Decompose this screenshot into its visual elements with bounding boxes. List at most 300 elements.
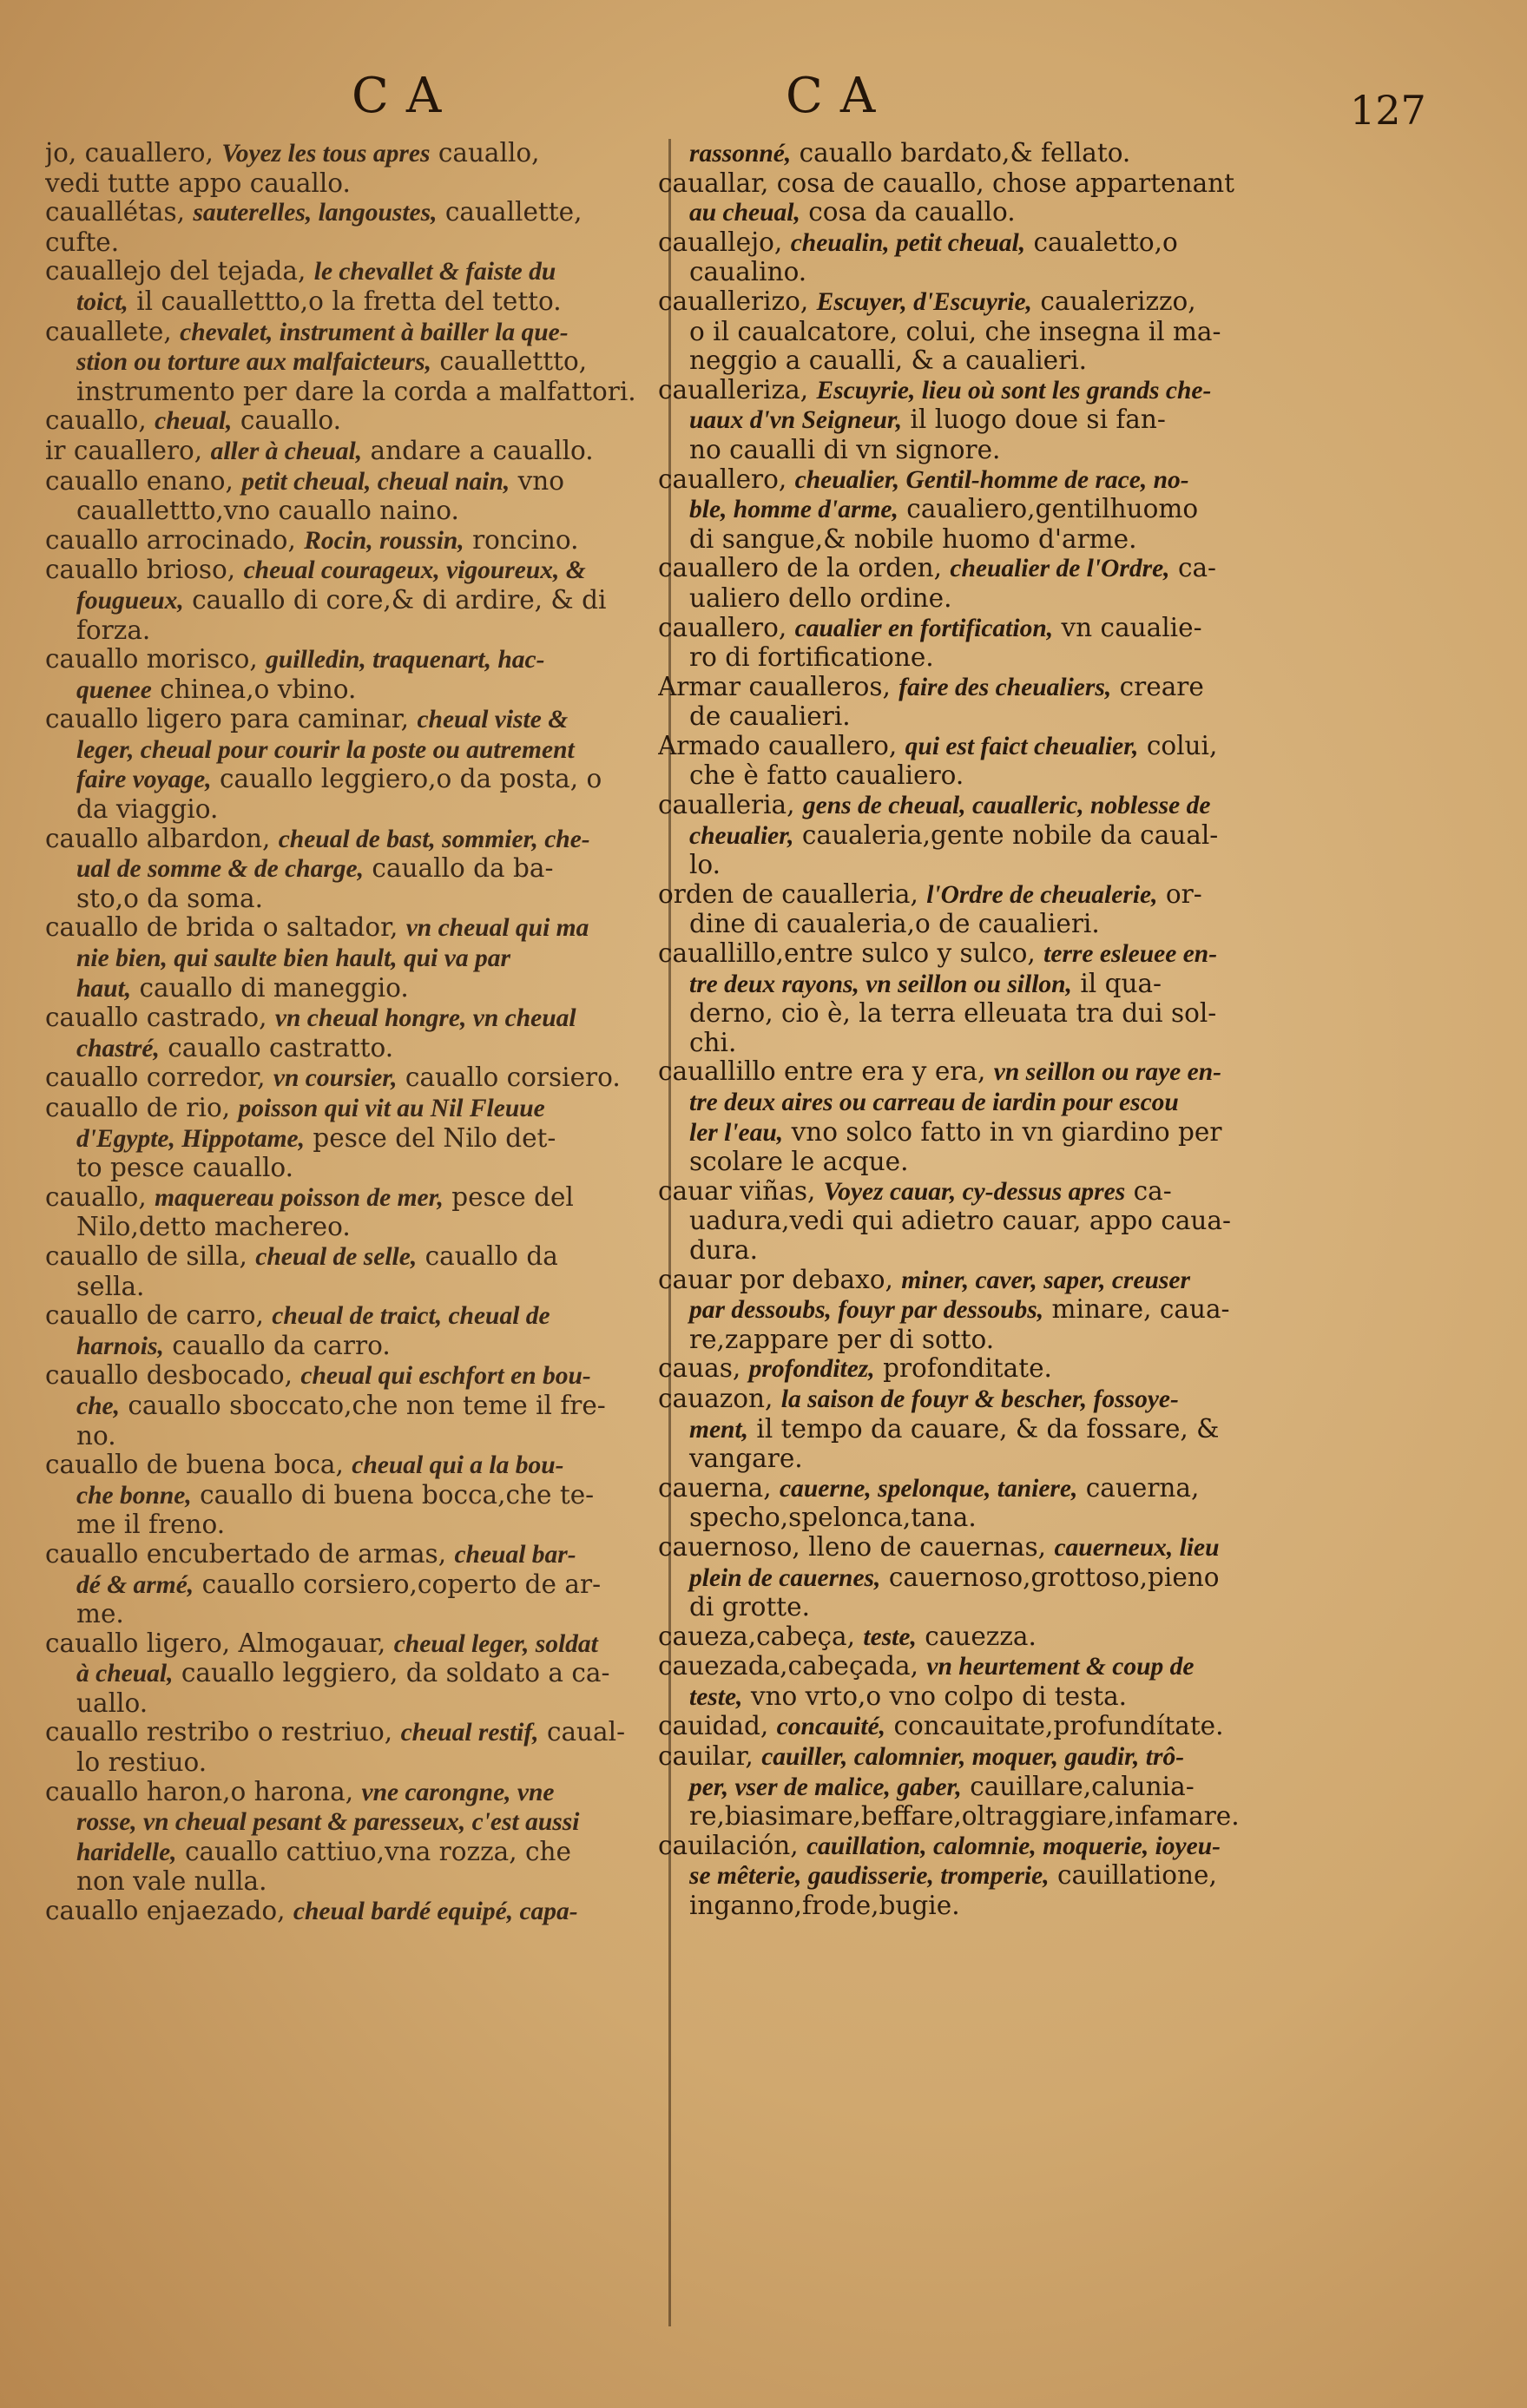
dictionary-entry	[658, 287, 1478, 318]
spanish-headword: cauallo arrocinado,	[45, 525, 296, 555]
spanish-headword: cauallero,	[658, 613, 787, 642]
spanish-headword: cauallo de rio,	[45, 1094, 231, 1122]
french-gloss: cheual leger, soldat	[393, 1629, 598, 1658]
entry-continuation	[45, 1510, 657, 1540]
dictionary-entry	[658, 376, 1478, 406]
dictionary-entry	[45, 169, 657, 199]
entry-continuation	[45, 1124, 657, 1155]
dictionary-entry	[45, 1301, 657, 1332]
entry-continuation	[658, 1503, 1478, 1533]
entry-continuation	[658, 525, 1478, 555]
french-gloss: faire voyage,	[76, 766, 212, 794]
spanish-headword: Armado cauallero,	[658, 731, 898, 760]
french-gloss: Voyez cauar, cy-dessus apres	[823, 1177, 1126, 1206]
french-gloss: chastré,	[76, 1034, 160, 1063]
italian-gloss: pesce del Nilo det-	[313, 1123, 556, 1153]
dictionary-entry	[658, 465, 1478, 496]
french-gloss: stion ou torture aux malfaicteurs,	[76, 348, 431, 377]
entry-continuation	[658, 1861, 1478, 1892]
left-column	[45, 139, 657, 1927]
spanish-headword: cauallo morisco,	[45, 645, 258, 674]
entry-continuation	[45, 1273, 657, 1302]
entry-continuation	[45, 1154, 657, 1183]
french-gloss: per, vser de malice, gaber,	[689, 1773, 962, 1801]
spanish-headword: cauallero,	[658, 464, 787, 494]
french-gloss: tre deux rayons, vn seillon ou sillon,	[689, 970, 1072, 998]
entry-continuation	[658, 584, 1478, 614]
entry-continuation	[45, 1807, 657, 1838]
italian-gloss: ualiero dello ordine.	[689, 583, 952, 613]
french-gloss: cheualier, Gentil-homme de race, no-	[794, 465, 1189, 494]
dictionary-entry	[45, 437, 657, 467]
spanish-headword: cufte.	[45, 227, 120, 257]
french-gloss: tre deux aires ou carreau de iardin pour escou	[689, 1089, 1179, 1116]
dictionary-entry	[45, 1003, 657, 1034]
italian-gloss: inganno,frode,bugie.	[689, 1892, 960, 1921]
entry-continuation	[45, 854, 657, 885]
italian-gloss: pesce del	[451, 1182, 574, 1212]
french-gloss: ual de somme & de charge,	[76, 855, 365, 884]
french-gloss: vn coursier,	[273, 1064, 398, 1093]
french-gloss: petit cheual, cheual nain,	[241, 467, 510, 496]
entry-continuation	[45, 1748, 657, 1778]
italian-gloss: cauillare,calunia-	[970, 1772, 1195, 1801]
french-gloss: concauité,	[776, 1713, 886, 1741]
french-gloss: cauerneux, lieu	[1054, 1533, 1220, 1562]
entry-continuation	[658, 702, 1478, 732]
italian-gloss: cauallettto,vno cauallo naino.	[76, 497, 459, 526]
french-gloss: profonditez,	[748, 1355, 875, 1384]
french-gloss: uaux d'vn Seigneur,	[689, 406, 903, 435]
spanish-headword: jo, cauallero,	[45, 139, 214, 168]
italian-gloss: cauallo bardato,& fellato.	[799, 139, 1131, 168]
italian-gloss: minare, caua-	[1051, 1295, 1230, 1325]
italian-gloss: non vale nulla.	[76, 1867, 267, 1897]
italian-gloss: concauitate,profundítate.	[893, 1712, 1224, 1741]
french-gloss: cheual bardé equipé, capa-	[293, 1898, 578, 1926]
italian-gloss: cosa da cauallo.	[808, 198, 1016, 227]
entry-continuation	[658, 1682, 1478, 1713]
french-gloss: haridelle,	[76, 1838, 177, 1866]
french-gloss: teste,	[689, 1682, 743, 1711]
italian-gloss: o il caualcatore, colui, che insegna il ma-	[689, 317, 1221, 346]
french-gloss: teste,	[863, 1622, 917, 1651]
dictionary-entry	[658, 673, 1478, 703]
spanish-headword: cauallo corredor,	[45, 1063, 266, 1093]
running-head-left: CA	[352, 68, 459, 124]
spanish-headword: cauallo restribo o restriuo,	[45, 1718, 393, 1747]
spanish-headword: cauallo de buena boca,	[45, 1451, 344, 1480]
dictionary-entry	[45, 526, 657, 556]
italian-gloss: cauallo sboccato,che non teme il fre-	[128, 1391, 606, 1420]
italian-gloss: cauallo da ba-	[372, 854, 554, 884]
italian-gloss: cauallo corsiero,coperto de ar-	[201, 1569, 602, 1599]
entry-continuation	[658, 1326, 1478, 1355]
dictionary-entry	[45, 913, 657, 944]
italian-gloss: cauallette,	[444, 198, 582, 227]
french-gloss: aller à cheual,	[210, 437, 363, 465]
italian-gloss: specho,spelonca,tana.	[689, 1503, 977, 1533]
entry-continuation	[45, 1689, 657, 1719]
french-gloss: che,	[76, 1392, 120, 1420]
italian-gloss: no.	[76, 1421, 116, 1451]
french-gloss: à cheual,	[76, 1660, 174, 1688]
entry-continuation	[658, 318, 1478, 347]
italian-gloss: cauallo di core,& di ardire, & di	[192, 585, 607, 615]
french-gloss: vne carongne, vne	[361, 1778, 555, 1806]
italian-gloss: lo.	[689, 851, 721, 880]
french-gloss: cheual de selle,	[255, 1242, 418, 1271]
italian-gloss: uallo.	[76, 1688, 148, 1718]
entry-continuation	[45, 497, 657, 526]
french-gloss: vn heurtement & coup de	[926, 1653, 1195, 1681]
italian-gloss: neggio a caualli, & a caualieri.	[689, 346, 1088, 376]
entry-continuation	[45, 1213, 657, 1242]
entry-continuation	[658, 1236, 1478, 1266]
dictionary-entry	[658, 614, 1478, 644]
french-gloss: miner, caver, saper, creuser	[901, 1266, 1190, 1294]
dictionary-entry	[45, 645, 657, 675]
entry-continuation	[658, 1088, 1478, 1118]
dictionary-entry	[45, 556, 657, 586]
italian-gloss: no caualli di vn signore.	[689, 435, 1001, 464]
french-gloss: cauillation, calomnie, moquerie, ioyeu-	[806, 1832, 1221, 1860]
french-gloss: poisson qui vit au Nil Fleuue	[238, 1095, 545, 1122]
dictionary-entry	[45, 1451, 657, 1481]
dictionary-entry	[658, 791, 1478, 821]
entry-continuation	[45, 1659, 657, 1689]
spanish-headword: cauallo de carro,	[45, 1301, 264, 1331]
spanish-headword: caualleriza,	[658, 375, 809, 405]
italian-gloss: cauallo castratto.	[168, 1033, 394, 1063]
dictionary-entry	[658, 1832, 1478, 1862]
entry-continuation	[658, 1802, 1478, 1832]
french-gloss: toict,	[76, 287, 128, 316]
italian-gloss: cauerna,	[1085, 1473, 1200, 1503]
italian-gloss: roncino.	[472, 525, 579, 555]
entry-continuation	[658, 1444, 1478, 1474]
italian-gloss: forza.	[76, 615, 151, 645]
entry-continuation	[658, 1295, 1478, 1326]
italian-gloss: caual-	[546, 1718, 626, 1747]
italian-gloss: me.	[76, 1600, 124, 1629]
french-gloss: rosse, vn cheual pesant & paresseux, c'est aussi	[76, 1808, 580, 1837]
french-gloss: guilledin, traquenart, hac-	[266, 646, 545, 674]
french-gloss: vn cheual qui ma	[405, 914, 589, 943]
entry-continuation	[45, 287, 657, 318]
spanish-headword: cauas,	[658, 1354, 741, 1384]
french-gloss: dé & armé,	[76, 1570, 194, 1599]
spanish-headword: cauerna,	[658, 1473, 772, 1503]
entry-continuation	[45, 885, 657, 914]
entry-continuation	[45, 735, 657, 766]
french-gloss: terre esleuee en-	[1043, 940, 1218, 969]
entry-continuation	[658, 198, 1478, 228]
spanish-headword: orden de caualleria,	[658, 879, 918, 909]
dictionary-entry	[658, 732, 1478, 762]
dictionary-entry	[45, 1718, 657, 1748]
italian-gloss: scolare le acque.	[689, 1148, 909, 1177]
dictionary-entry	[658, 554, 1478, 584]
entry-continuation	[45, 616, 657, 646]
spanish-headword: caualleria,	[658, 791, 795, 820]
dictionary-entry	[45, 406, 657, 437]
french-gloss: rassonné,	[689, 140, 792, 168]
french-gloss: se mêterie, gaudisserie, tromperie,	[689, 1862, 1050, 1891]
italian-gloss: lo restiuo.	[76, 1748, 207, 1778]
spanish-headword: cauallo haron,o harona,	[45, 1777, 354, 1806]
entry-continuation	[45, 1838, 657, 1868]
dictionary-entry	[658, 169, 1478, 199]
french-gloss: la saison de fouyr & bescher, fossoye-	[780, 1385, 1179, 1413]
italian-gloss: vn caualie-	[1061, 613, 1202, 642]
french-gloss: d'Egypte, Hippotame,	[76, 1124, 306, 1153]
italian-gloss: uadura,vedi qui adietro cauar, appo caua-	[689, 1207, 1231, 1236]
french-gloss: fougueux,	[76, 586, 184, 615]
spanish-headword: cauallo castrado,	[45, 1003, 267, 1033]
italian-gloss: cauallo corsiero.	[405, 1063, 621, 1093]
french-gloss: cheualier de l'Ordre,	[950, 555, 1170, 583]
italian-gloss: caualeria,gente nobile da caual-	[801, 820, 1219, 850]
entry-continuation	[45, 675, 657, 706]
italian-gloss: cauallettto,	[439, 347, 588, 377]
spanish-headword: cauallar,	[658, 168, 769, 198]
french-gloss: le chevallet & faiste du	[313, 258, 556, 286]
entry-continuation	[658, 1415, 1478, 1445]
spanish-headword: cauilar,	[658, 1742, 754, 1772]
italian-gloss: cauallo.	[240, 406, 342, 436]
page-number: 127	[1350, 87, 1426, 134]
french-gloss: cheual,	[155, 407, 233, 436]
spanish-headword: cauallete,	[45, 317, 172, 346]
dictionary-entry	[45, 467, 657, 497]
italian-gloss: ro di fortificatione.	[689, 643, 934, 673]
entry-continuation	[658, 821, 1478, 852]
dictionary-entry	[45, 1094, 657, 1124]
italian-gloss: cauallo di maneggio.	[139, 973, 409, 1003]
italian-gloss: da viaggio.	[76, 795, 219, 825]
dictionary-entry	[658, 939, 1478, 970]
spanish-headword: cauernoso, lleno de cauernas,	[658, 1532, 1047, 1562]
spanish-headword: cauallo brioso,	[45, 556, 236, 585]
italian-gloss: vangare.	[689, 1444, 803, 1474]
entry-continuation	[658, 910, 1478, 939]
italian-gloss: creare	[1119, 672, 1204, 701]
entry-continuation	[45, 1392, 657, 1422]
french-gloss: ble, homme d'arme,	[689, 496, 898, 524]
italian-gloss: profonditate.	[883, 1354, 1052, 1384]
entry-continuation	[658, 436, 1478, 465]
italian-gloss: di grotte.	[689, 1593, 810, 1622]
french-gloss: harnois,	[76, 1332, 164, 1360]
italian-gloss: cauallo leggiero,o da posta, o	[220, 765, 602, 794]
dictionary-entry	[658, 1652, 1478, 1682]
french-gloss: sauterelles, langoustes,	[193, 199, 438, 227]
entry-continuation	[45, 1570, 657, 1601]
spanish-headword: cauallerizo,	[658, 286, 809, 316]
french-gloss: cheualin, petit cheual,	[790, 228, 1026, 257]
french-gloss: ler l'eau,	[689, 1118, 784, 1147]
italian-gloss: caualiero,gentilhuomo	[906, 495, 1199, 524]
french-gloss: gens de cheual, caualleric, noblesse de	[802, 792, 1211, 820]
italian-gloss: ca-	[1177, 554, 1217, 583]
dictionary-entry	[45, 1540, 657, 1570]
dictionary-entry	[658, 228, 1478, 259]
french-gloss: cheual qui eschfort en bou-	[300, 1362, 591, 1391]
dictionary-entry	[658, 880, 1478, 911]
italian-gloss: il tempo da cauare, & da fossare, &	[756, 1414, 1220, 1444]
french-gloss: ment,	[689, 1415, 749, 1444]
entry-continuation	[45, 795, 657, 825]
spanish-headword: cauar por debaxo,	[658, 1265, 893, 1294]
entry-continuation	[658, 970, 1478, 1000]
italian-gloss: che è fatto caualiero.	[689, 761, 964, 791]
spanish-headword: cauallo ligero, Almogauar,	[45, 1628, 386, 1658]
dictionary-entry	[45, 1778, 657, 1808]
entry-continuation	[45, 944, 657, 974]
entry-continuation	[658, 258, 1478, 287]
entry-continuation	[658, 139, 1478, 169]
french-gloss: l'Ordre de cheualerie,	[926, 880, 1158, 909]
dictionary-entry	[45, 825, 657, 855]
right-column	[658, 139, 1478, 1921]
french-gloss: vn cheual hongre, vn cheual	[274, 1004, 576, 1033]
italian-gloss: cauernoso,grottoso,pieno	[888, 1563, 1220, 1592]
french-gloss: nie bien, qui saulte bien hault, qui va par	[76, 944, 510, 973]
french-gloss: vn seillon ou raye en-	[993, 1058, 1221, 1087]
dictionary-entry	[45, 1063, 657, 1094]
dictionary-entry	[658, 1742, 1478, 1773]
entry-continuation	[45, 1600, 657, 1629]
italian-gloss: caualerizzo,	[1040, 286, 1196, 316]
french-gloss: cheual bar-	[454, 1540, 576, 1569]
dictionary-entry	[658, 1385, 1478, 1415]
french-gloss: cheual restif,	[400, 1719, 539, 1747]
spanish-headword: vedi tutte appo cauallo.	[45, 168, 351, 198]
entry-continuation	[658, 1773, 1478, 1803]
entry-continuation	[658, 761, 1478, 791]
french-gloss: Voyez les tous apres	[221, 140, 431, 168]
entry-continuation	[658, 1892, 1478, 1921]
spanish-headword: cauallillo,entre sulco y sulco,	[658, 939, 1036, 969]
entry-continuation	[658, 346, 1478, 376]
entry-continuation	[45, 1867, 657, 1897]
spanish-headword: cauallo,	[45, 406, 147, 436]
italian-gloss: vno	[517, 466, 565, 496]
spanish-headword: cauidad,	[658, 1712, 769, 1741]
dictionary-entry	[658, 1712, 1478, 1742]
running-head-right: CA	[786, 68, 893, 124]
french-gloss: cheual de traict, cheual de	[272, 1302, 550, 1331]
italian-gloss: re,biasimare,beffare,oltraggiare,infamare.	[689, 1802, 1240, 1832]
french-gloss: Rocin, roussin,	[304, 526, 464, 555]
dictionary-entry	[45, 1242, 657, 1273]
spanish-headword: cauallillo entre era y era,	[658, 1057, 986, 1087]
spanish-headword: ir cauallero,	[45, 436, 203, 465]
italian-gloss: colui,	[1146, 731, 1218, 760]
italian-gloss: andare a cauallo.	[370, 436, 594, 465]
french-gloss: plein de cauernes,	[689, 1563, 881, 1592]
italian-gloss: or-	[1165, 879, 1202, 909]
italian-gloss: il luogo doue si fan-	[910, 405, 1166, 435]
entry-continuation	[658, 495, 1478, 525]
entry-continuation	[658, 1029, 1478, 1058]
french-gloss: haut,	[76, 974, 132, 1003]
entry-continuation	[658, 1563, 1478, 1594]
italian-gloss: cauallo da carro.	[172, 1331, 391, 1360]
entry-continuation	[45, 586, 657, 616]
french-gloss: caualier en fortification,	[794, 614, 1054, 642]
entry-continuation	[658, 643, 1478, 673]
italian-gloss: de caualieri.	[689, 702, 851, 732]
spanish-headword: cauallero de la orden,	[658, 554, 942, 583]
dictionary-entry	[658, 1177, 1478, 1207]
dictionary-entry	[45, 1183, 657, 1214]
italian-gloss: me il freno.	[76, 1510, 226, 1540]
entry-continuation	[45, 1481, 657, 1511]
entry-continuation	[658, 1593, 1478, 1622]
entry-continuation	[45, 1332, 657, 1362]
spanish-headword: cauallo,	[45, 1182, 147, 1212]
italian-gloss: caualetto,o	[1033, 227, 1178, 257]
french-gloss: cheual de bast, sommier, che-	[278, 825, 590, 853]
french-gloss: Escuyer, d'Escuyrie,	[816, 287, 1032, 316]
french-gloss: faire des cheualiers,	[898, 673, 1112, 701]
spanish-headword: caueza,cabeça,	[658, 1622, 856, 1651]
entry-continuation	[45, 765, 657, 795]
italian-gloss: re,zappare per di sotto.	[689, 1325, 995, 1354]
italian-gloss: vno solco fatto in vn giardino per	[791, 1117, 1222, 1147]
italian-gloss: cosa de cauallo, chose appartenant	[776, 168, 1235, 198]
entry-continuation	[45, 347, 657, 378]
spanish-headword: cauar viñas,	[658, 1176, 816, 1206]
entry-continuation	[45, 378, 657, 407]
italian-gloss: cauallo cattiuo,vna rozza, che	[184, 1837, 571, 1866]
italian-gloss: cauezza.	[925, 1622, 1037, 1651]
dictionary-entry	[45, 139, 657, 169]
dictionary-entry	[658, 1474, 1478, 1504]
spanish-headword: cauallo enano,	[45, 466, 234, 496]
spanish-headword: cauilación,	[658, 1831, 799, 1860]
spanish-headword: cauallo de brida o saltador,	[45, 913, 398, 943]
italian-gloss: to pesce cauallo.	[76, 1154, 294, 1183]
entry-continuation	[658, 1118, 1478, 1148]
entry-continuation	[45, 974, 657, 1004]
dictionary-entry	[658, 1354, 1478, 1385]
italian-gloss: il cauallettto,o la fretta del tetto.	[136, 286, 562, 316]
entry-continuation	[45, 1422, 657, 1451]
french-gloss: chevalet, instrument à bailler la que-	[180, 318, 569, 346]
spanish-headword: cauallétas,	[45, 198, 185, 227]
italian-gloss: caualino.	[689, 258, 807, 287]
french-gloss: par dessoubs, fouyr par dessoubs,	[689, 1296, 1044, 1325]
dictionary-entry	[45, 257, 657, 287]
spanish-headword: cauallo ligero para caminar,	[45, 705, 410, 734]
italian-gloss: vno vrto,o vno colpo di testa.	[750, 1681, 1128, 1711]
spanish-headword: cauallo enjaezado,	[45, 1897, 286, 1926]
french-gloss: cheual viste &	[417, 706, 569, 734]
spanish-headword: cauallejo,	[658, 227, 783, 257]
entry-continuation	[658, 1207, 1478, 1236]
entry-continuation	[658, 999, 1478, 1029]
italian-gloss: cauillatione,	[1056, 1861, 1217, 1891]
italian-gloss: sto,o da soma.	[76, 884, 263, 913]
dictionary-entry	[45, 228, 657, 258]
french-gloss: maquereau poisson de mer,	[155, 1183, 444, 1212]
spanish-headword: cauallo albardon,	[45, 824, 271, 853]
spanish-headword: Armar caualleros,	[658, 672, 891, 701]
french-gloss: Escuyrie, lieu où sont les grands che-	[816, 376, 1212, 405]
